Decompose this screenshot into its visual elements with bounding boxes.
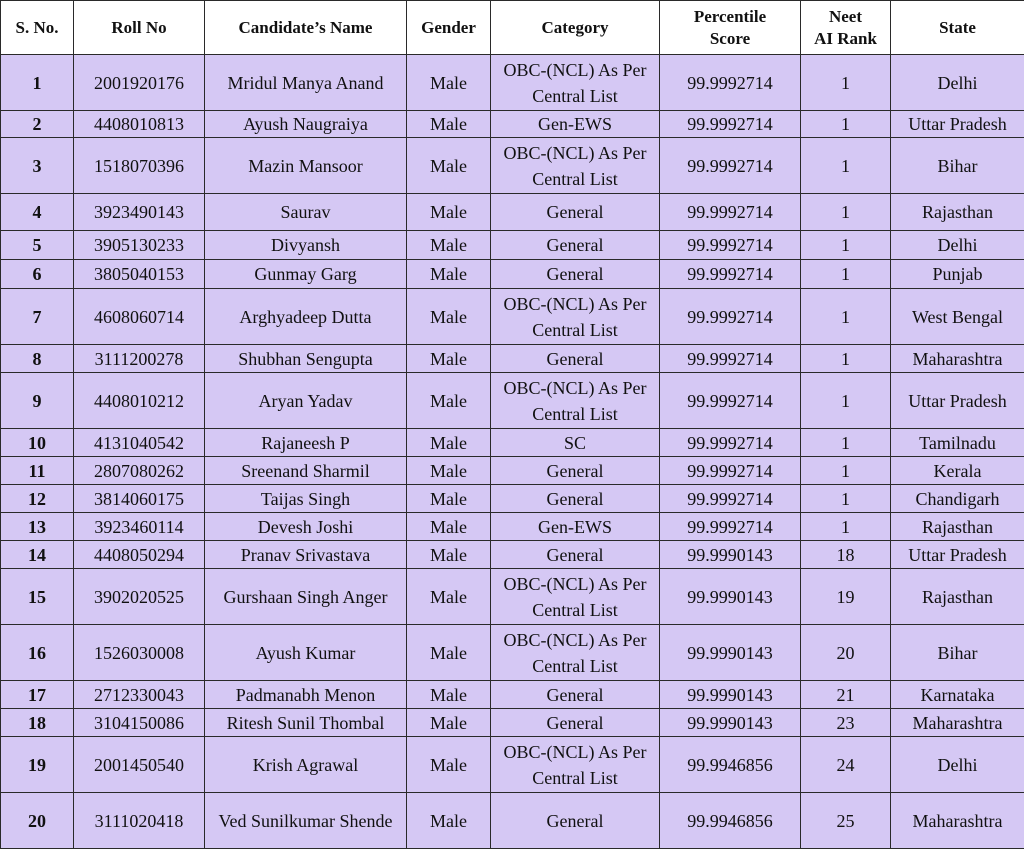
cell-state: Delhi [891, 231, 1024, 260]
cell-candidate-name: Arghyadeep Dutta [205, 289, 407, 345]
cell-roll-no: 3111200278 [74, 345, 205, 373]
cell-state: Bihar [891, 138, 1024, 194]
cell-category: OBC-(NCL) As Per Central List [491, 373, 660, 429]
cell-candidate-name: Taijas Singh [205, 485, 407, 513]
cell-candidate-name: Ayush Naugraiya [205, 111, 407, 138]
cell-gender: Male [407, 457, 491, 485]
cell-gender: Male [407, 111, 491, 138]
cell-category: General [491, 231, 660, 260]
cell-state: Uttar Pradesh [891, 111, 1024, 138]
cell-ai-rank: 1 [801, 513, 891, 541]
cell-category: General [491, 681, 660, 709]
table-row [1, 231, 1024, 260]
cell-state: Delhi [891, 55, 1024, 111]
cell-gender: Male [407, 260, 491, 289]
cell-sno: 6 [1, 260, 74, 289]
cell-roll-no: 2807080262 [74, 457, 205, 485]
cell-roll-no: 3814060175 [74, 485, 205, 513]
cell-roll-no: 3902020525 [74, 569, 205, 625]
cell-percentile: 99.9992714 [660, 485, 801, 513]
cell-category: General [491, 194, 660, 231]
cell-percentile: 99.9992714 [660, 260, 801, 289]
cell-state: Chandigarh [891, 485, 1024, 513]
cell-sno: 14 [1, 541, 74, 569]
cell-category: OBC-(NCL) As Per Central List [491, 625, 660, 681]
cell-percentile: 99.9990143 [660, 625, 801, 681]
table-row [1, 373, 1024, 429]
cell-gender: Male [407, 625, 491, 681]
cell-roll-no: 2712330043 [74, 681, 205, 709]
cell-category: General [491, 485, 660, 513]
cell-gender: Male [407, 737, 491, 793]
cell-ai-rank: 1 [801, 260, 891, 289]
cell-gender: Male [407, 793, 491, 849]
header-ai-rank [801, 1, 891, 55]
table-row [1, 681, 1024, 709]
cell-state: Maharashtra [891, 793, 1024, 849]
cell-gender: Male [407, 541, 491, 569]
cell-gender: Male [407, 289, 491, 345]
cell-roll-no: 3805040153 [74, 260, 205, 289]
cell-state: Maharashtra [891, 709, 1024, 737]
cell-state: Karnataka [891, 681, 1024, 709]
cell-gender: Male [407, 345, 491, 373]
cell-ai-rank: 18 [801, 541, 891, 569]
cell-roll-no: 3104150086 [74, 709, 205, 737]
cell-category: General [491, 345, 660, 373]
cell-gender: Male [407, 709, 491, 737]
cell-roll-no: 3905130233 [74, 231, 205, 260]
cell-state: Kerala [891, 457, 1024, 485]
cell-percentile: 99.9946856 [660, 793, 801, 849]
cell-candidate-name: Sreenand Sharmil [205, 457, 407, 485]
cell-sno: 3 [1, 138, 74, 194]
cell-percentile: 99.9992714 [660, 457, 801, 485]
cell-roll-no: 2001920176 [74, 55, 205, 111]
cell-roll-no: 4408010212 [74, 373, 205, 429]
cell-ai-rank: 1 [801, 289, 891, 345]
cell-ai-rank: 1 [801, 457, 891, 485]
cell-ai-rank: 21 [801, 681, 891, 709]
cell-gender: Male [407, 373, 491, 429]
cell-sno: 7 [1, 289, 74, 345]
cell-percentile: 99.9992714 [660, 373, 801, 429]
cell-ai-rank: 1 [801, 373, 891, 429]
cell-sno: 4 [1, 194, 74, 231]
cell-candidate-name: Aryan Yadav [205, 373, 407, 429]
cell-category: General [491, 793, 660, 849]
cell-candidate-name: Ayush Kumar [205, 625, 407, 681]
cell-state: Bihar [891, 625, 1024, 681]
cell-ai-rank: 1 [801, 138, 891, 194]
table-row [1, 260, 1024, 289]
table-header [1, 1, 1024, 55]
cell-roll-no: 3923490143 [74, 194, 205, 231]
cell-percentile: 99.9990143 [660, 569, 801, 625]
cell-category: OBC-(NCL) As Per Central List [491, 289, 660, 345]
cell-category: OBC-(NCL) As Per Central List [491, 55, 660, 111]
cell-sno: 2 [1, 111, 74, 138]
cell-candidate-name: Ritesh Sunil Thombal [205, 709, 407, 737]
table-row [1, 709, 1024, 737]
cell-ai-rank: 25 [801, 793, 891, 849]
table-row [1, 569, 1024, 625]
cell-state: Uttar Pradesh [891, 541, 1024, 569]
cell-state: Rajasthan [891, 569, 1024, 625]
cell-candidate-name: Krish Agrawal [205, 737, 407, 793]
cell-roll-no: 3923460114 [74, 513, 205, 541]
cell-category: General [491, 260, 660, 289]
cell-candidate-name: Rajaneesh P [205, 429, 407, 457]
header-percentile-line1: Percentile [694, 7, 766, 26]
cell-sno: 10 [1, 429, 74, 457]
cell-candidate-name: Gunmay Garg [205, 260, 407, 289]
header-roll-no: Roll No [74, 1, 205, 55]
cell-roll-no: 3111020418 [74, 793, 205, 849]
cell-sno: 15 [1, 569, 74, 625]
cell-percentile: 99.9946856 [660, 737, 801, 793]
cell-ai-rank: 1 [801, 485, 891, 513]
cell-roll-no: 4408010813 [74, 111, 205, 138]
table-body [1, 55, 1024, 849]
cell-sno: 8 [1, 345, 74, 373]
header-rank-line1: Neet [829, 7, 862, 26]
cell-sno: 13 [1, 513, 74, 541]
table-row [1, 289, 1024, 345]
cell-gender: Male [407, 55, 491, 111]
cell-gender: Male [407, 429, 491, 457]
cell-state: Delhi [891, 737, 1024, 793]
cell-state: Rajasthan [891, 513, 1024, 541]
table-row [1, 541, 1024, 569]
cell-percentile: 99.9992714 [660, 111, 801, 138]
cell-ai-rank: 20 [801, 625, 891, 681]
table-row [1, 737, 1024, 793]
header-candidate-name: Candidate’s Name [205, 1, 407, 55]
cell-gender: Male [407, 231, 491, 260]
cell-state: Uttar Pradesh [891, 373, 1024, 429]
cell-state: Tamilnadu [891, 429, 1024, 457]
header-state: State [891, 1, 1024, 55]
cell-roll-no: 1518070396 [74, 138, 205, 194]
cell-candidate-name: Ved Sunilkumar Shende [205, 793, 407, 849]
cell-state: Rajasthan [891, 194, 1024, 231]
cell-ai-rank: 1 [801, 194, 891, 231]
cell-ai-rank: 1 [801, 111, 891, 138]
cell-percentile: 99.9992714 [660, 513, 801, 541]
table-row [1, 138, 1024, 194]
cell-sno: 1 [1, 55, 74, 111]
cell-sno: 19 [1, 737, 74, 793]
header-percentile-score [660, 1, 801, 55]
cell-candidate-name: Shubhan Sengupta [205, 345, 407, 373]
cell-ai-rank: 1 [801, 231, 891, 260]
header-gender: Gender [407, 1, 491, 55]
cell-state: Maharashtra [891, 345, 1024, 373]
cell-percentile: 99.9992714 [660, 138, 801, 194]
cell-category: OBC-(NCL) As Per Central List [491, 737, 660, 793]
cell-percentile: 99.9992714 [660, 55, 801, 111]
cell-category: Gen-EWS [491, 111, 660, 138]
cell-ai-rank: 24 [801, 737, 891, 793]
cell-roll-no: 4408050294 [74, 541, 205, 569]
table-row [1, 457, 1024, 485]
cell-percentile: 99.9992714 [660, 429, 801, 457]
table-row [1, 111, 1024, 138]
cell-roll-no: 1526030008 [74, 625, 205, 681]
cell-roll-no: 4131040542 [74, 429, 205, 457]
cell-ai-rank: 19 [801, 569, 891, 625]
cell-percentile: 99.9992714 [660, 345, 801, 373]
cell-candidate-name: Mazin Mansoor [205, 138, 407, 194]
table-row [1, 345, 1024, 373]
table-row [1, 55, 1024, 111]
cell-category: OBC-(NCL) As Per Central List [491, 569, 660, 625]
cell-percentile: 99.9992714 [660, 289, 801, 345]
table-row [1, 429, 1024, 457]
cell-category: General [491, 457, 660, 485]
cell-sno: 9 [1, 373, 74, 429]
cell-category: OBC-(NCL) As Per Central List [491, 138, 660, 194]
header-category: Category [491, 1, 660, 55]
cell-gender: Male [407, 569, 491, 625]
cell-category: General [491, 709, 660, 737]
cell-state: Punjab [891, 260, 1024, 289]
cell-gender: Male [407, 513, 491, 541]
cell-sno: 5 [1, 231, 74, 260]
cell-gender: Male [407, 681, 491, 709]
cell-percentile: 99.9992714 [660, 231, 801, 260]
cell-candidate-name: Mridul Manya Anand [205, 55, 407, 111]
cell-sno: 16 [1, 625, 74, 681]
cell-candidate-name: Divyansh [205, 231, 407, 260]
cell-candidate-name: Padmanabh Menon [205, 681, 407, 709]
cell-ai-rank: 1 [801, 55, 891, 111]
cell-category: SC [491, 429, 660, 457]
header-sno: S. No. [1, 1, 74, 55]
cell-sno: 11 [1, 457, 74, 485]
cell-percentile: 99.9990143 [660, 681, 801, 709]
cell-roll-no: 4608060714 [74, 289, 205, 345]
cell-sno: 18 [1, 709, 74, 737]
cell-ai-rank: 1 [801, 429, 891, 457]
cell-sno: 17 [1, 681, 74, 709]
cell-state: West Bengal [891, 289, 1024, 345]
cell-gender: Male [407, 194, 491, 231]
cell-ai-rank: 23 [801, 709, 891, 737]
cell-percentile: 99.9990143 [660, 541, 801, 569]
header-percentile-line2: Score [710, 29, 750, 48]
cell-gender: Male [407, 485, 491, 513]
header-rank-line2: AI Rank [814, 29, 877, 48]
cell-ai-rank: 1 [801, 345, 891, 373]
cell-roll-no: 2001450540 [74, 737, 205, 793]
cell-category: Gen-EWS [491, 513, 660, 541]
cell-sno: 20 [1, 793, 74, 849]
cell-sno: 12 [1, 485, 74, 513]
cell-candidate-name: Saurav [205, 194, 407, 231]
cell-gender: Male [407, 138, 491, 194]
cell-candidate-name: Devesh Joshi [205, 513, 407, 541]
cell-candidate-name: Gurshaan Singh Anger [205, 569, 407, 625]
cell-percentile: 99.9992714 [660, 194, 801, 231]
table-row [1, 194, 1024, 231]
cell-category: General [491, 541, 660, 569]
table-row [1, 485, 1024, 513]
cell-candidate-name: Pranav Srivastava [205, 541, 407, 569]
table-row [1, 793, 1024, 849]
table-row [1, 625, 1024, 681]
header-row [1, 1, 1024, 55]
cell-percentile: 99.9990143 [660, 709, 801, 737]
table-row [1, 513, 1024, 541]
